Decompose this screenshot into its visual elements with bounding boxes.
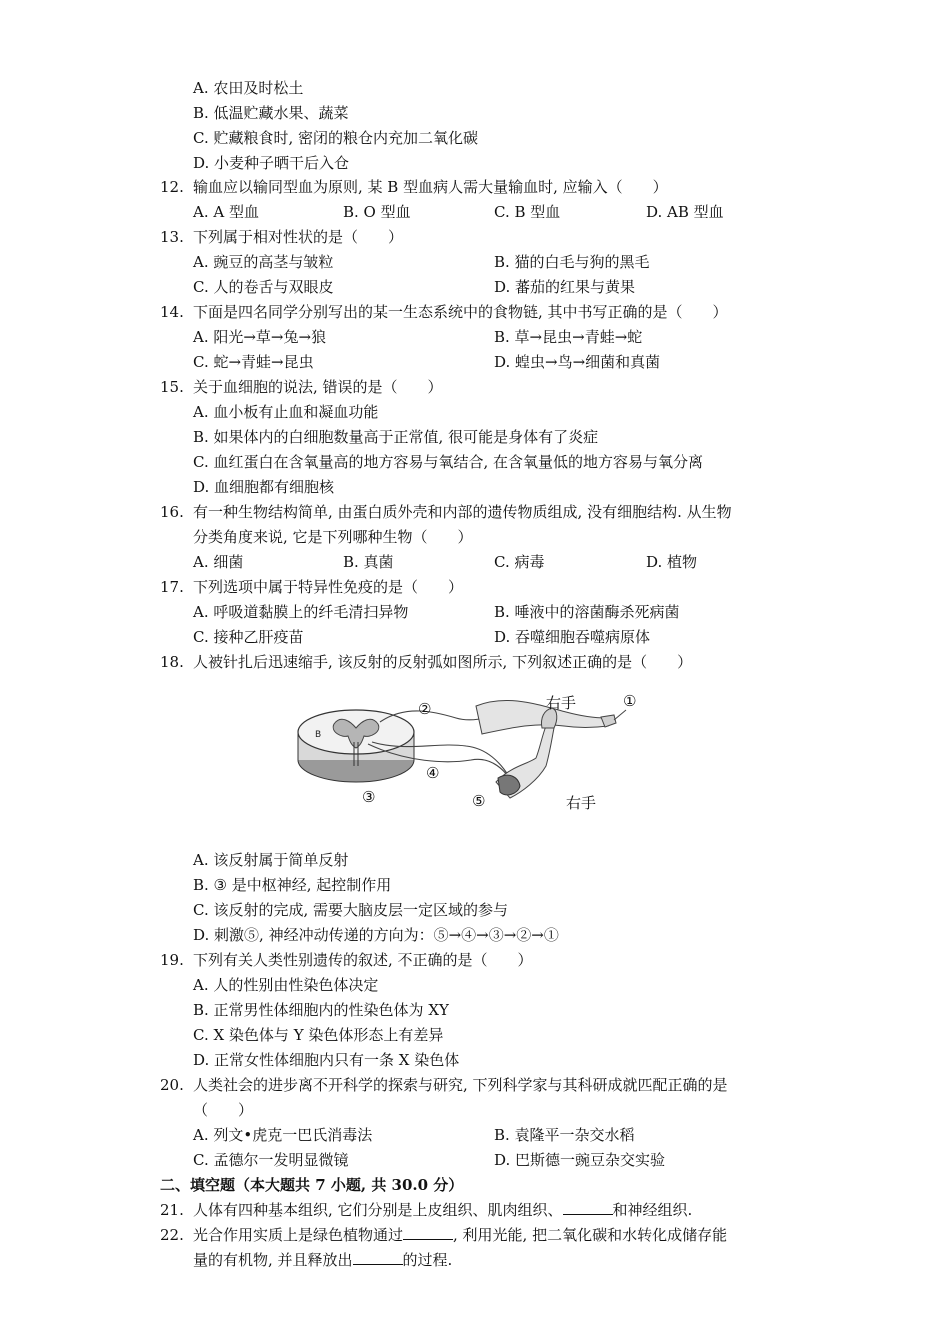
q11-option-c: C. 贮藏粮食时, 密闭的粮仓内充加二氧化碳 bbox=[193, 129, 479, 147]
q16-number: 16. bbox=[160, 503, 184, 521]
q21-stem-part-b: 和神经组织. bbox=[612, 1201, 693, 1219]
section-title-fill-blank: 二、填空题（本大题共 7 小题, 共 30.0 分） bbox=[160, 1176, 464, 1194]
q19-option-d: D. 正常女性体细胞内只有一条 X 染色体 bbox=[193, 1051, 460, 1069]
q19-option-a: A. 人的性别由性染色体决定 bbox=[193, 976, 379, 994]
mark-5: ⑤ bbox=[472, 792, 486, 810]
mark-2: ② bbox=[418, 700, 432, 718]
q22-stem-line2 bbox=[193, 1250, 452, 1270]
q16-option-b: B. 真菌 bbox=[343, 553, 394, 571]
q12-option-a: A. A 型血 bbox=[193, 203, 259, 221]
q22-stem-line1 bbox=[193, 1225, 727, 1245]
q22-answer-blank-2[interactable] bbox=[353, 1250, 403, 1265]
q20-option-c: C. 孟德尔一发明显微镜 bbox=[193, 1151, 349, 1169]
q13-option-a: A. 豌豆的高茎与皱粒 bbox=[193, 253, 334, 271]
q22-line2-part-b: 的过程. bbox=[402, 1251, 453, 1269]
q21-stem bbox=[193, 1200, 692, 1220]
q18-option-a: A. 该反射属于简单反射 bbox=[193, 851, 349, 869]
q14-option-b: B. 草→昆虫→青蛙→蛇 bbox=[494, 328, 643, 346]
q19-option-c: C. X 染色体与 Y 染色体形态上有差异 bbox=[193, 1026, 444, 1044]
q18-option-d: D. 刺激⑤, 神经冲动传递的方向为：⑤→④→③→②→① bbox=[193, 926, 559, 944]
mark-3: ③ bbox=[362, 788, 376, 806]
q16-stem-line2: 分类角度来说, 它是下列哪种生物（ ） bbox=[193, 528, 473, 546]
q19-stem: 下列有关人类性别遗传的叙述, 不正确的是（ ） bbox=[193, 951, 533, 969]
q12-option-c: C. B 型血 bbox=[494, 203, 561, 221]
q22-line1-part-a: 光合作用实质上是绿色植物通过 bbox=[193, 1226, 404, 1244]
q11-option-d: D. 小麦种子晒干后入仓 bbox=[193, 154, 350, 172]
reflex-arc-figure bbox=[296, 682, 636, 832]
q21-stem-part-a: 人体有四种基本组织, 它们分别是上皮组织、肌肉组织、 bbox=[193, 1201, 563, 1219]
q16-option-c: C. 病毒 bbox=[494, 553, 545, 571]
q15-option-c: C. 血红蛋白在含氧量高的地方容易与氧结合, 在含氧量低的地方容易与氧分离 bbox=[193, 453, 704, 471]
q22-number: 22. bbox=[160, 1226, 184, 1244]
q15-option-d: D. 血细胞都有细胞核 bbox=[193, 478, 335, 496]
q22-line2-part-a: 量的有机物, 并且释放出 bbox=[193, 1251, 353, 1269]
q17-option-b: B. 唾液中的溶菌酶杀死病菌 bbox=[494, 603, 680, 621]
q19-number: 19. bbox=[160, 951, 184, 969]
q15-stem: 关于血细胞的说法, 错误的是（ ） bbox=[193, 378, 443, 396]
q12-number: 12. bbox=[160, 178, 184, 196]
q13-option-d: D. 蕃茄的红果与黄果 bbox=[494, 278, 636, 296]
q18-option-b: B. ③ 是中枢神经, 起控制作用 bbox=[193, 876, 392, 894]
q21-number: 21. bbox=[160, 1201, 184, 1219]
q20-number: 20. bbox=[160, 1076, 184, 1094]
q13-number: 13. bbox=[160, 228, 184, 246]
q22-answer-blank-1[interactable] bbox=[403, 1225, 453, 1240]
q20-stem-line1: 人类社会的进步离不开科学的探索与研究, 下列科学家与其科研成就匹配正确的是 bbox=[193, 1076, 728, 1094]
q16-stem-line1: 有一种生物结构简单, 由蛋白质外壳和内部的遗传物质组成, 没有细胞结构. 从生物 bbox=[193, 503, 732, 521]
q14-option-d: D. 蝗虫→鸟→细菌和真菌 bbox=[494, 353, 661, 371]
q20-stem-line2: （ ） bbox=[193, 1101, 254, 1119]
q20-option-d: D. 巴斯德一豌豆杂交实验 bbox=[494, 1151, 666, 1169]
q18-stem: 人被针扎后迅速缩手, 该反射的反射弧如图所示, 下列叙述正确的是（ ） bbox=[193, 653, 693, 671]
q21-answer-blank[interactable] bbox=[563, 1200, 613, 1215]
q15-number: 15. bbox=[160, 378, 184, 396]
q17-stem: 下列选项中属于特异性免疫的是（ ） bbox=[193, 578, 464, 596]
q16-option-d: D. 植物 bbox=[646, 553, 698, 571]
q15-option-b: B. 如果体内的白细胞数量高于正常值, 很可能是身体有了炎症 bbox=[193, 428, 599, 446]
q14-stem: 下面是四名同学分别写出的某一生态系统中的食物链, 其中书写正确的是（ ） bbox=[193, 303, 728, 321]
q14-number: 14. bbox=[160, 303, 184, 321]
q17-number: 17. bbox=[160, 578, 184, 596]
q16-option-a: A. 细菌 bbox=[193, 553, 244, 571]
q17-option-a: A. 呼吸道黏膜上的纤毛清扫异物 bbox=[193, 603, 409, 621]
q17-option-d: D. 吞噬细胞吞噬病原体 bbox=[494, 628, 651, 646]
q18-number: 18. bbox=[160, 653, 184, 671]
q12-option-d: D. AB 型血 bbox=[646, 203, 724, 221]
mark-4: ④ bbox=[426, 764, 440, 782]
q19-option-b: B. 正常男性体细胞内的性染色体为 XY bbox=[193, 1001, 449, 1019]
q14-option-c: C. 蛇→青蛙→昆虫 bbox=[193, 353, 314, 371]
q13-option-b: B. 猫的白毛与狗的黑毛 bbox=[494, 253, 650, 271]
label-right-hand-bottom: 右手 bbox=[566, 794, 597, 812]
label-right-hand-top: 右手 bbox=[546, 694, 577, 712]
mark-1: ① bbox=[623, 692, 636, 710]
q11-option-b: B. 低温贮藏水果、蔬菜 bbox=[193, 104, 349, 122]
q13-option-c: C. 人的卷舌与双眼皮 bbox=[193, 278, 334, 296]
q12-option-b: B. O 型血 bbox=[343, 203, 411, 221]
q18-option-c: C. 该反射的完成, 需要大脑皮层一定区域的参与 bbox=[193, 901, 509, 919]
q17-option-c: C. 接种乙肝疫苗 bbox=[193, 628, 304, 646]
q15-option-a: A. 血小板有止血和凝血功能 bbox=[193, 403, 379, 421]
q12-stem: 输血应以输同型血为原则, 某 B 型血病人需大量输血时, 应输入（ ） bbox=[193, 178, 668, 196]
q14-option-a: A. 阳光→草→兔→狼 bbox=[193, 328, 327, 346]
q20-option-a: A. 列文•虎克一巴氏消毒法 bbox=[193, 1126, 373, 1144]
q20-option-b: B. 袁隆平一杂交水稻 bbox=[494, 1126, 635, 1144]
q22-line1-part-b: , 利用光能, 把二氧化碳和水转化成储存能 bbox=[453, 1226, 728, 1244]
label-b: B bbox=[315, 730, 322, 740]
q13-stem: 下列属于相对性状的是（ ） bbox=[193, 228, 404, 246]
q11-option-a: A. 农田及时松土 bbox=[193, 79, 304, 97]
